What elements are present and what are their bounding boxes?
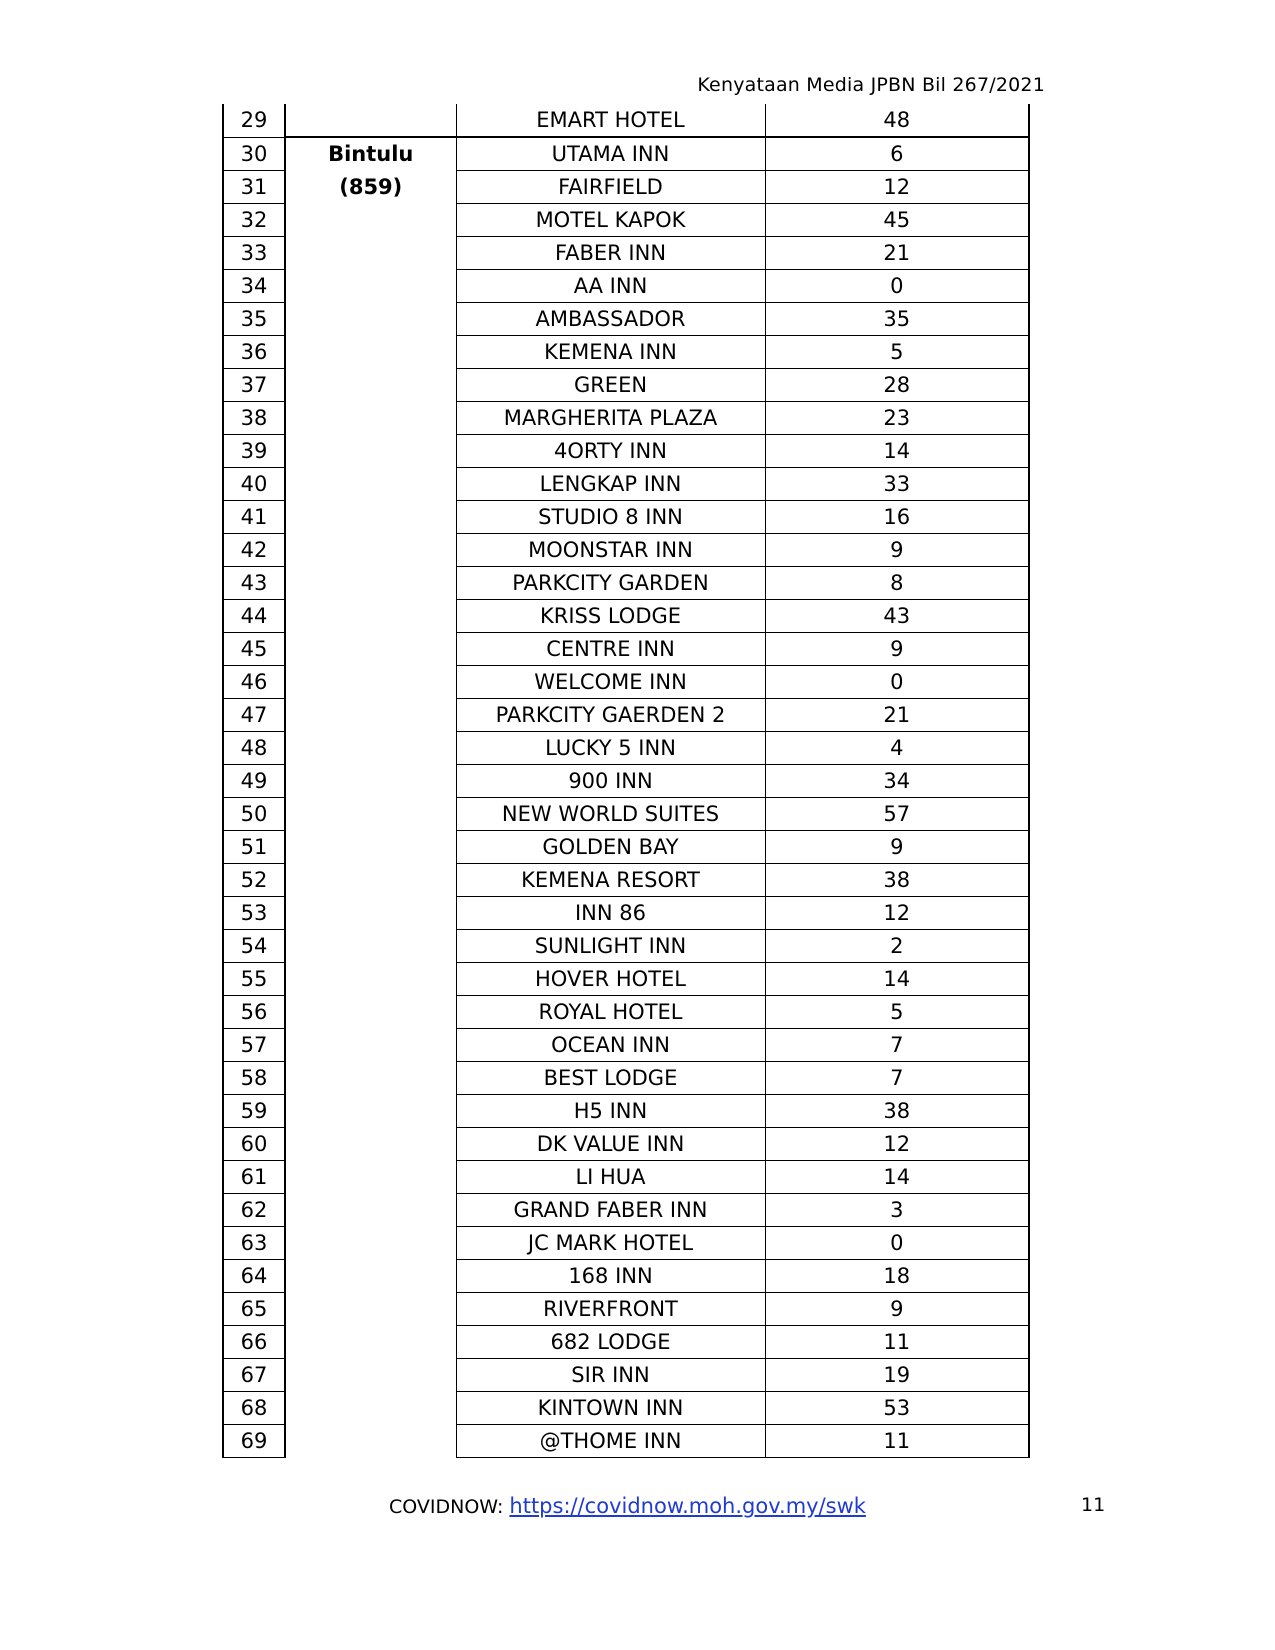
facility-name-cell: GREEN xyxy=(456,369,765,402)
facility-name-cell: LENGKAP INN xyxy=(456,468,765,501)
occupancy-count-cell: 7 xyxy=(765,1062,1029,1095)
row-number-cell: 34 xyxy=(223,270,285,303)
facility-name-cell: BEST LODGE xyxy=(456,1062,765,1095)
table-row xyxy=(223,402,1029,435)
occupancy-count-cell: 9 xyxy=(765,633,1029,666)
occupancy-count-cell: 0 xyxy=(765,270,1029,303)
table-row xyxy=(223,1227,1029,1260)
facility-name-cell: SUNLIGHT INN xyxy=(456,930,765,963)
row-number-cell: 31 xyxy=(223,171,285,204)
row-number-cell: 38 xyxy=(223,402,285,435)
table-row xyxy=(223,104,1029,137)
table-row xyxy=(223,1062,1029,1095)
occupancy-count-cell: 53 xyxy=(765,1392,1029,1425)
facility-name-cell: ROYAL HOTEL xyxy=(456,996,765,1029)
division-cell xyxy=(285,104,456,137)
occupancy-count-cell: 0 xyxy=(765,1227,1029,1260)
table-row xyxy=(223,369,1029,402)
division-cell xyxy=(285,1227,456,1260)
occupancy-count-cell: 33 xyxy=(765,468,1029,501)
facility-name-cell: MOTEL KAPOK xyxy=(456,204,765,237)
occupancy-count-cell: 43 xyxy=(765,600,1029,633)
facility-name-cell: CENTRE INN xyxy=(456,633,765,666)
facility-name-cell: LUCKY 5 INN xyxy=(456,732,765,765)
facility-name-cell: NEW WORLD SUITES xyxy=(456,798,765,831)
division-cell xyxy=(285,204,456,237)
occupancy-count-cell: 5 xyxy=(765,336,1029,369)
division-cell xyxy=(285,1392,456,1425)
table-row xyxy=(223,1260,1029,1293)
division-cell xyxy=(285,930,456,963)
row-number-cell: 53 xyxy=(223,897,285,930)
division-cell xyxy=(285,600,456,633)
row-number-cell: 39 xyxy=(223,435,285,468)
occupancy-count-cell: 28 xyxy=(765,369,1029,402)
facility-name-cell: RIVERFRONT xyxy=(456,1293,765,1326)
occupancy-count-cell: 23 xyxy=(765,402,1029,435)
division-cell xyxy=(285,765,456,798)
facility-name-cell: 900 INN xyxy=(456,765,765,798)
facility-name-cell: KEMENA RESORT xyxy=(456,864,765,897)
occupancy-count-cell: 12 xyxy=(765,897,1029,930)
occupancy-count-cell: 11 xyxy=(765,1326,1029,1359)
table-row xyxy=(223,798,1029,831)
row-number-cell: 52 xyxy=(223,864,285,897)
facility-name-cell: 4ORTY INN xyxy=(456,435,765,468)
division-cell xyxy=(285,468,456,501)
facility-name-cell: OCEAN INN xyxy=(456,1029,765,1062)
row-number-cell: 50 xyxy=(223,798,285,831)
division-cell: Bintulu xyxy=(285,137,456,171)
occupancy-count-cell: 34 xyxy=(765,765,1029,798)
table-row xyxy=(223,1425,1029,1458)
table-row xyxy=(223,137,1029,171)
occupancy-count-cell: 2 xyxy=(765,930,1029,963)
row-number-cell: 48 xyxy=(223,732,285,765)
division-cell xyxy=(285,1326,456,1359)
occupancy-count-cell: 9 xyxy=(765,534,1029,567)
table-row xyxy=(223,435,1029,468)
table-row xyxy=(223,1293,1029,1326)
division-cell xyxy=(285,732,456,765)
occupancy-count-cell: 38 xyxy=(765,864,1029,897)
table-row xyxy=(223,963,1029,996)
division-cell xyxy=(285,1425,456,1458)
table-body xyxy=(223,104,1029,1458)
facility-name-cell: KRISS LODGE xyxy=(456,600,765,633)
division-cell xyxy=(285,831,456,864)
facility-name-cell: AMBASSADOR xyxy=(456,303,765,336)
occupancy-count-cell: 9 xyxy=(765,831,1029,864)
row-number-cell: 41 xyxy=(223,501,285,534)
table-row xyxy=(223,1128,1029,1161)
division-cell xyxy=(285,897,456,930)
occupancy-count-cell: 14 xyxy=(765,435,1029,468)
occupancy-count-cell: 12 xyxy=(765,171,1029,204)
row-number-cell: 61 xyxy=(223,1161,285,1194)
occupancy-count-cell: 48 xyxy=(765,104,1029,137)
table-row xyxy=(223,1392,1029,1425)
table-row xyxy=(223,930,1029,963)
facility-name-cell: @THOME INN xyxy=(456,1425,765,1458)
footer-source xyxy=(389,1494,866,1518)
table-row xyxy=(223,996,1029,1029)
row-number-cell: 55 xyxy=(223,963,285,996)
occupancy-count-cell: 35 xyxy=(765,303,1029,336)
facility-name-cell: MOONSTAR INN xyxy=(456,534,765,567)
facility-name-cell: HOVER HOTEL xyxy=(456,963,765,996)
facility-name-cell: KEMENA INN xyxy=(456,336,765,369)
facility-name-cell: GRAND FABER INN xyxy=(456,1194,765,1227)
table-row xyxy=(223,1359,1029,1392)
row-number-cell: 60 xyxy=(223,1128,285,1161)
division-cell xyxy=(285,270,456,303)
division-cell xyxy=(285,237,456,270)
occupancy-count-cell: 9 xyxy=(765,1293,1029,1326)
row-number-cell: 29 xyxy=(223,104,285,137)
table-row xyxy=(223,699,1029,732)
occupancy-count-cell: 38 xyxy=(765,1095,1029,1128)
table-row xyxy=(223,732,1029,765)
occupancy-count-cell: 14 xyxy=(765,963,1029,996)
division-cell xyxy=(285,567,456,600)
occupancy-count-cell: 11 xyxy=(765,1425,1029,1458)
division-cell xyxy=(285,303,456,336)
facility-name-cell: 168 INN xyxy=(456,1260,765,1293)
table-row xyxy=(223,765,1029,798)
covidnow-link[interactable]: https://covidnow.moh.gov.my/swk xyxy=(509,1494,866,1518)
row-number-cell: 45 xyxy=(223,633,285,666)
division-cell xyxy=(285,1128,456,1161)
facility-name-cell: H5 INN xyxy=(456,1095,765,1128)
occupancy-count-cell: 18 xyxy=(765,1260,1029,1293)
division-cell xyxy=(285,1029,456,1062)
facility-name-cell: PARKCITY GAERDEN 2 xyxy=(456,699,765,732)
row-number-cell: 36 xyxy=(223,336,285,369)
table-row xyxy=(223,237,1029,270)
row-number-cell: 40 xyxy=(223,468,285,501)
row-number-cell: 66 xyxy=(223,1326,285,1359)
occupancy-count-cell: 19 xyxy=(765,1359,1029,1392)
occupancy-count-cell: 21 xyxy=(765,237,1029,270)
table-row xyxy=(223,633,1029,666)
facility-name-cell: UTAMA INN xyxy=(456,137,765,171)
row-number-cell: 54 xyxy=(223,930,285,963)
row-number-cell: 42 xyxy=(223,534,285,567)
occupancy-count-cell: 8 xyxy=(765,567,1029,600)
row-number-cell: 46 xyxy=(223,666,285,699)
table-row xyxy=(223,831,1029,864)
division-cell xyxy=(285,1062,456,1095)
facility-name-cell: LI HUA xyxy=(456,1161,765,1194)
facility-name-cell: FAIRFIELD xyxy=(456,171,765,204)
division-cell xyxy=(285,1095,456,1128)
row-number-cell: 68 xyxy=(223,1392,285,1425)
division-cell: (859) xyxy=(285,171,456,204)
occupancy-count-cell: 14 xyxy=(765,1161,1029,1194)
facility-name-cell: 682 LODGE xyxy=(456,1326,765,1359)
division-cell xyxy=(285,1194,456,1227)
division-cell xyxy=(285,435,456,468)
division-cell xyxy=(285,1293,456,1326)
row-number-cell: 69 xyxy=(223,1425,285,1458)
table-row xyxy=(223,501,1029,534)
row-number-cell: 65 xyxy=(223,1293,285,1326)
occupancy-count-cell: 12 xyxy=(765,1128,1029,1161)
division-cell xyxy=(285,798,456,831)
row-number-cell: 30 xyxy=(223,137,285,171)
table-row xyxy=(223,1194,1029,1227)
occupancy-count-cell: 3 xyxy=(765,1194,1029,1227)
table-row xyxy=(223,204,1029,237)
facility-name-cell: WELCOME INN xyxy=(456,666,765,699)
facility-name-cell: SIR INN xyxy=(456,1359,765,1392)
occupancy-count-cell: 45 xyxy=(765,204,1029,237)
facility-name-cell: PARKCITY GARDEN xyxy=(456,567,765,600)
division-cell xyxy=(285,963,456,996)
row-number-cell: 58 xyxy=(223,1062,285,1095)
division-cell xyxy=(285,996,456,1029)
table-row xyxy=(223,666,1029,699)
table-row xyxy=(223,534,1029,567)
division-cell xyxy=(285,402,456,435)
facility-name-cell: INN 86 xyxy=(456,897,765,930)
facility-name-cell: KINTOWN INN xyxy=(456,1392,765,1425)
row-number-cell: 44 xyxy=(223,600,285,633)
table-row xyxy=(223,897,1029,930)
row-number-cell: 56 xyxy=(223,996,285,1029)
row-number-cell: 33 xyxy=(223,237,285,270)
division-cell xyxy=(285,864,456,897)
occupancy-count-cell: 57 xyxy=(765,798,1029,831)
quarantine-centre-table xyxy=(222,104,1030,1458)
division-cell xyxy=(285,1359,456,1392)
row-number-cell: 32 xyxy=(223,204,285,237)
footer-label: COVIDNOW: xyxy=(389,1496,510,1518)
row-number-cell: 43 xyxy=(223,567,285,600)
table-row xyxy=(223,567,1029,600)
occupancy-count-cell: 16 xyxy=(765,501,1029,534)
division-cell xyxy=(285,666,456,699)
row-number-cell: 37 xyxy=(223,369,285,402)
table-row xyxy=(223,270,1029,303)
occupancy-count-cell: 21 xyxy=(765,699,1029,732)
table-row xyxy=(223,600,1029,633)
facility-name-cell: FABER INN xyxy=(456,237,765,270)
division-cell xyxy=(285,369,456,402)
row-number-cell: 64 xyxy=(223,1260,285,1293)
facility-name-cell: STUDIO 8 INN xyxy=(456,501,765,534)
table-row xyxy=(223,1326,1029,1359)
page-number: 11 xyxy=(1081,1494,1106,1516)
table-row xyxy=(223,1161,1029,1194)
facility-name-cell: EMART HOTEL xyxy=(456,104,765,137)
table-row xyxy=(223,468,1029,501)
row-number-cell: 63 xyxy=(223,1227,285,1260)
division-cell xyxy=(285,534,456,567)
occupancy-count-cell: 6 xyxy=(765,137,1029,171)
facility-name-cell: MARGHERITA PLAZA xyxy=(456,402,765,435)
occupancy-count-cell: 0 xyxy=(765,666,1029,699)
division-cell xyxy=(285,336,456,369)
facility-name-cell: DK VALUE INN xyxy=(456,1128,765,1161)
row-number-cell: 67 xyxy=(223,1359,285,1392)
facility-name-cell: AA INN xyxy=(456,270,765,303)
media-statement-reference: Kenyataan Media JPBN Bil 267/2021 xyxy=(697,74,1045,96)
row-number-cell: 51 xyxy=(223,831,285,864)
row-number-cell: 35 xyxy=(223,303,285,336)
row-number-cell: 47 xyxy=(223,699,285,732)
table-row xyxy=(223,864,1029,897)
row-number-cell: 49 xyxy=(223,765,285,798)
occupancy-count-cell: 5 xyxy=(765,996,1029,1029)
occupancy-count-cell: 4 xyxy=(765,732,1029,765)
division-cell xyxy=(285,1260,456,1293)
division-cell xyxy=(285,699,456,732)
table-row xyxy=(223,336,1029,369)
row-number-cell: 59 xyxy=(223,1095,285,1128)
quarantine-centre-table-wrapper xyxy=(222,104,1030,1458)
facility-name-cell: GOLDEN BAY xyxy=(456,831,765,864)
table-row xyxy=(223,303,1029,336)
table-row xyxy=(223,1095,1029,1128)
table-row xyxy=(223,1029,1029,1062)
table-row xyxy=(223,171,1029,204)
division-cell xyxy=(285,633,456,666)
facility-name-cell: JC MARK HOTEL xyxy=(456,1227,765,1260)
row-number-cell: 62 xyxy=(223,1194,285,1227)
occupancy-count-cell: 7 xyxy=(765,1029,1029,1062)
division-cell xyxy=(285,501,456,534)
division-cell xyxy=(285,1161,456,1194)
row-number-cell: 57 xyxy=(223,1029,285,1062)
